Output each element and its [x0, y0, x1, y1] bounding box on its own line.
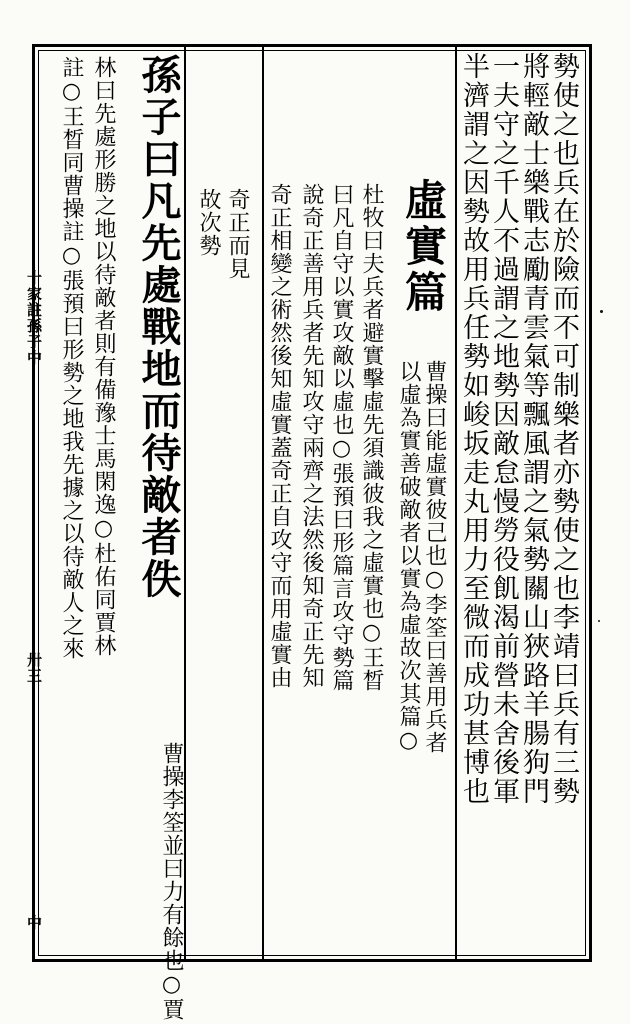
ink-speck: [600, 310, 603, 313]
main-text: 孫子曰凡先處戰地而待敵者佚: [135, 54, 182, 600]
margin-page-number: 卅三: [25, 652, 43, 684]
heading-note: 曹操曰能虛實彼己也○李筌曰善用兵者: [422, 360, 447, 754]
chapter-heading: 虛實篇: [399, 178, 448, 316]
main-note: 曹操李筌並曰力有餘也○賈: [159, 742, 184, 1021]
commentary-column: 說奇正善用兵者先知攻守兩齊之法然後知奇正先知: [299, 183, 324, 689]
ink-speck: [598, 620, 600, 622]
note-column: 林曰先處形勝之地以待敵者則有備豫士馬閑逸○杜佑同賈林: [91, 56, 116, 657]
short-line: 故次勢: [196, 188, 221, 257]
note-column: 註○王晳同曹操註○張預曰形勢之地我先據之以待敵人之來: [59, 56, 84, 660]
margin-title: 十家註孫子中: [25, 270, 43, 366]
commentary-column: 杜牧曰夫兵者避實擊虛先須識彼我之虛實也○王晳: [359, 183, 384, 692]
margin-mark: 中: [25, 915, 43, 931]
commentary-column: 曰凡自守以實攻敵以虛也○張預曰形篇言攻守勢篇: [329, 183, 354, 692]
text-column: 一夫守之千人不過謂之地勢因敵怠慢勞役飢渴前營未舍後軍: [488, 52, 519, 806]
column-rule: [184, 46, 186, 960]
text-column: 勢使之也兵在於險而不可制樂者亦勢使之也李靖曰兵有三勢: [548, 52, 579, 806]
column-rule: [262, 46, 264, 960]
heading-note: 以虛為實善破敵者以實為虛故次其篇○: [396, 360, 421, 754]
commentary-column: 奇正相變之術然後知虛實蓋奇正自攻守而用虛實由: [267, 183, 292, 689]
column-rule: [455, 46, 457, 960]
text-column: 半濟謂之因勢故用兵任勢如峻坂走丸用力至微而成功甚博也: [458, 52, 489, 806]
short-line: 奇正而見: [225, 188, 250, 280]
text-column: 將輕敵士樂戰志勵青雲氣等飄風謂之氣勢關山狹路羊腸狗門: [518, 52, 549, 806]
